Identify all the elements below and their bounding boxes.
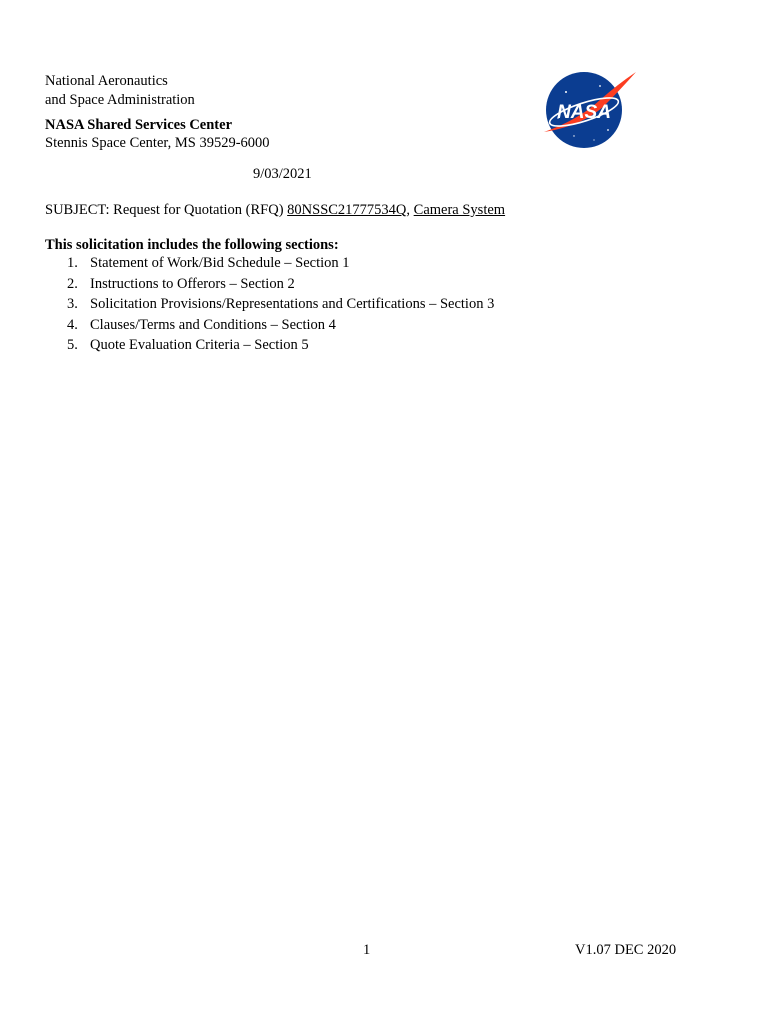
subject-line [45, 201, 505, 219]
nasa-logo-text: NASA [557, 102, 611, 123]
list-item-number: 4. [67, 316, 78, 333]
list-item-text: Clauses/Terms and Conditions – Section 4 [90, 316, 336, 333]
list-item-number: 1. [67, 255, 78, 271]
sections-heading: This solicitation includes the following sections: [45, 237, 339, 253]
list-item-text: Instructions to Offerors – Section 2 [90, 275, 295, 292]
document-date: 9/03/2021 [253, 166, 312, 182]
agency-name-line1: National Aeronautics [45, 73, 168, 89]
list-item-number: 5. [67, 337, 78, 354]
rfq-number: 80NSSC21777534Q [287, 202, 407, 218]
rfq-title: Camera System [413, 202, 506, 218]
list-item-text: Solicitation Provisions/Representations and Certifications – Section 3 [90, 296, 495, 313]
subject-separator: , [406, 202, 414, 218]
agency-name-line2: and Space Administration [45, 92, 195, 108]
version-label: V1.07 DEC 2020 [575, 942, 677, 958]
list-item-number: 3. [67, 296, 78, 313]
center-address: Stennis Space Center, MS 39529-6000 [45, 135, 270, 151]
subject-prefix: SUBJECT: Request for Quotation (RFQ) [45, 202, 288, 218]
center-name: NASA Shared Services Center [45, 117, 233, 133]
list-item-text: Statement of Work/Bid Schedule – Section 1 [90, 255, 350, 271]
list-item-number: 2. [67, 275, 78, 292]
list-item-text: Quote Evaluation Criteria – Section 5 [90, 337, 309, 354]
page-number: 1 [363, 942, 371, 958]
nasa-logo [538, 70, 638, 152]
